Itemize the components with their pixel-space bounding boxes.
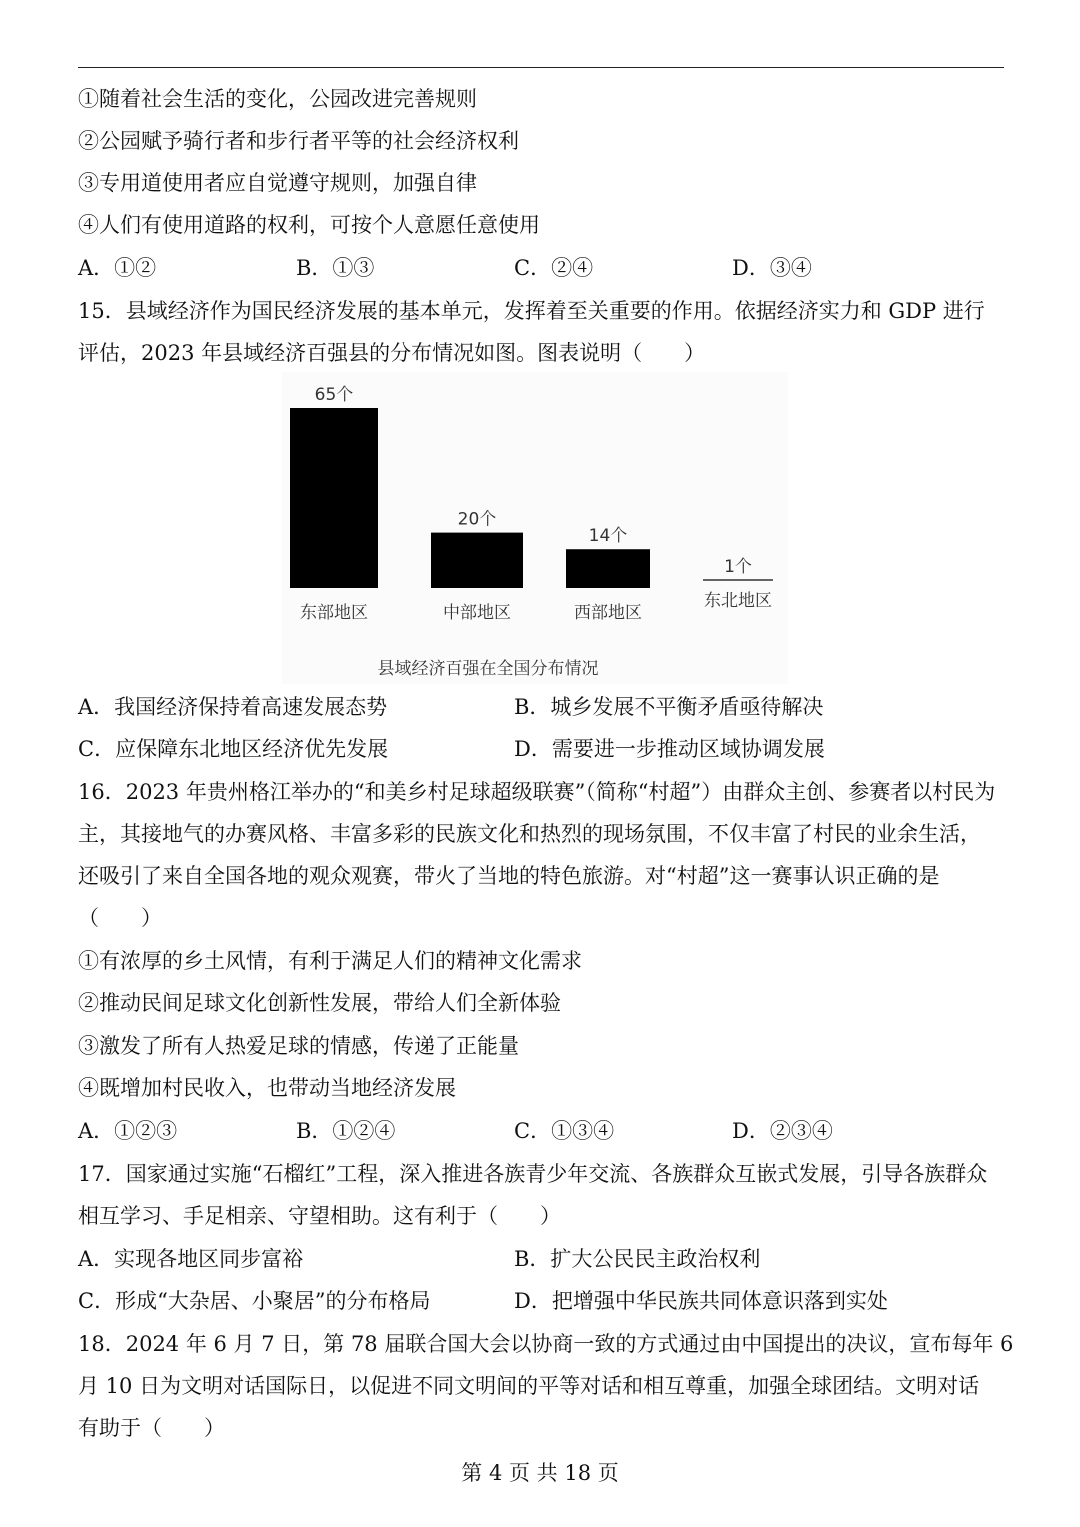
data-label: 14个 xyxy=(588,526,628,547)
q15-stem-line-1: 15．县域经济作为国民经济发展的基本单元，发挥着至关重要的作用。依据经济实力和 GDP 进行 xyxy=(78,299,985,323)
q15-option-d: D．需要进一步推动区域协调发展 xyxy=(514,737,825,761)
q16-option-a: A．①②③ xyxy=(78,1119,178,1143)
q14-item-2: ②公园赋予骑行者和步行者平等的社会经济权利 xyxy=(78,129,519,153)
q17-option-a: A．实现各地区同步富裕 xyxy=(78,1247,304,1271)
q16-option-c: C．①③④ xyxy=(514,1119,615,1143)
q17-stem-line-2: 相互学习、手足相亲、守望相助。这有利于（ ） xyxy=(78,1204,561,1228)
q15-stem-line-2: 评估，2023 年县域经济百强县的分布情况如图。图表说明（ ） xyxy=(78,341,706,365)
bar-chart-svg xyxy=(282,372,788,684)
q14-option-b: B．①③ xyxy=(296,256,375,280)
page-number: 第 4 页 共 18 页 xyxy=(461,1461,619,1485)
q16-item-3: ③激发了所有人热爱足球的情感，传递了正能量 xyxy=(78,1034,519,1058)
bar xyxy=(566,549,650,588)
q16-item-1: ①有浓厚的乡土风情，有利于满足人们的精神文化需求 xyxy=(78,949,582,973)
q18-stem-line-1: 18．2024 年 6 月 7 日，第 78 届联合国大会以协商一致的方式通过由中国提出的决议，宣布每年 6 xyxy=(78,1332,1014,1356)
data-label: 1个 xyxy=(724,557,752,577)
q14-item-4: ④人们有使用道路的权利，可按个人意愿任意使用 xyxy=(78,213,540,237)
header-rule xyxy=(78,67,1004,68)
data-label: 65个 xyxy=(314,385,354,405)
q14-option-d: D．③④ xyxy=(732,256,812,280)
data-label: 20个 xyxy=(457,509,497,530)
category-label: 东部地区 xyxy=(300,603,368,623)
q15-option-b: B．城乡发展不平衡矛盾亟待解决 xyxy=(514,695,824,719)
category-label: 东北地区 xyxy=(704,591,772,611)
q16-stem-line-1: 16．2023 年贵州格江举办的“和美乡村足球超级联赛”（简称“村超”）由群众主创、参赛者以村民为 xyxy=(78,780,996,804)
q14-item-1: ①随着社会生活的变化，公园改进完善规则 xyxy=(78,87,477,111)
q14-item-3: ③专用道使用者应自觉遵守规则，加强自律 xyxy=(78,171,477,195)
bar xyxy=(431,533,523,588)
category-label: 西部地区 xyxy=(574,603,642,623)
q14-option-c: C．②④ xyxy=(514,256,594,280)
bar-chart xyxy=(282,372,788,684)
q16-stem-line-4: （ ） xyxy=(78,906,162,930)
q16-item-2: ②推动民间足球文化创新性发展，带给人们全新体验 xyxy=(78,991,561,1015)
q15-option-c: C．应保障东北地区经济优先发展 xyxy=(78,737,389,761)
q17-stem-line-1: 17．国家通过实施“石榴红”工程，深入推进各族青少年交流、各族群众互嵌式发展，引导各族群众 xyxy=(78,1162,988,1186)
q16-stem-line-3: 还吸引了来自全国各地的观众观赛，带火了当地的特色旅游。对“村超”这一赛事认识正确的是 xyxy=(78,864,940,888)
q17-option-c: C．形成“大杂居、小聚居”的分布格局 xyxy=(78,1289,431,1313)
q15-option-a: A．我国经济保持着高速发展态势 xyxy=(78,695,388,719)
q16-item-4: ④既增加村民收入，也带动当地经济发展 xyxy=(78,1076,456,1100)
chart-title: 县域经济百强在全国分布情况 xyxy=(377,659,599,679)
q14-option-a: A．①② xyxy=(78,256,157,280)
q17-option-d: D．把增强中华民族共同体意识落到实处 xyxy=(514,1289,888,1313)
q16-stem-line-2: 主，其接地气的办赛风格、丰富多彩的民族文化和热烈的现场氛围，不仅丰富了村民的业余生活， xyxy=(78,822,981,846)
q18-stem-line-3: 有助于（ ） xyxy=(78,1416,225,1440)
bar xyxy=(290,408,378,588)
q16-option-d: D．②③④ xyxy=(732,1119,833,1143)
q16-option-b: B．①②④ xyxy=(296,1119,396,1143)
q18-stem-line-2: 月 10 日为文明对话国际日，以促进不同文明间的平等对话和相互尊重，加强全球团结。文明对话 xyxy=(78,1374,980,1398)
q17-option-b: B．扩大公民民主政治权利 xyxy=(514,1247,761,1271)
category-label: 中部地区 xyxy=(443,603,511,623)
